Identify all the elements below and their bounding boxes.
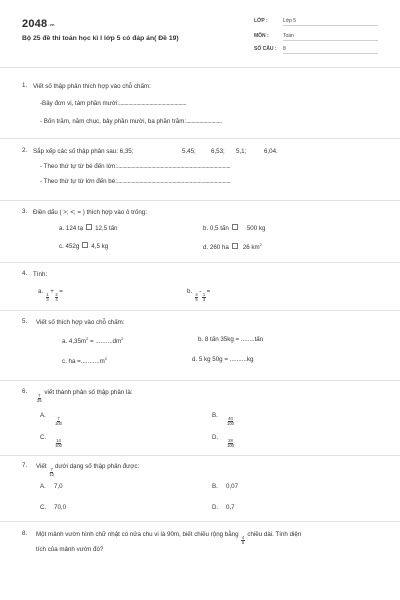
meta-count-value: 8 [283, 46, 378, 54]
question-text: Viết số thích hợp vào chỗ chấm: [36, 319, 125, 326]
convert-item-b [198, 336, 263, 343]
convert-blank[interactable]: b. 8 tấn 35kg = ........tấn [198, 336, 264, 343]
option-value: 7,0 [54, 483, 63, 490]
option-label: A. [40, 412, 46, 419]
question-text-main: viết thành phân số thập phân là: [44, 389, 133, 396]
question-divider [0, 138, 400, 139]
compare-box[interactable] [82, 242, 88, 248]
question-divider [0, 310, 400, 311]
compare-left: a. 124 tạ [59, 225, 84, 232]
numerator: 7 [50, 467, 53, 472]
fraction [46, 293, 49, 302]
question-text [36, 388, 380, 403]
convert-item-d [192, 356, 253, 363]
denominator: 100 [227, 421, 234, 427]
option-label: C. [40, 504, 47, 511]
logo-sub-text: .vn [48, 22, 55, 27]
question-number: 2. [22, 147, 28, 154]
compare-right: 500 kg [246, 225, 266, 232]
number-item: 5,45; [182, 148, 196, 155]
answer-line [40, 178, 230, 185]
document-title: Bộ 25 đề thi toán học kì I lớp 5 có đáp án( Đề 19) [22, 35, 179, 42]
question-divider [0, 521, 400, 522]
question-4 [22, 270, 380, 304]
numerator: 1 [46, 292, 49, 297]
option-a[interactable] [40, 412, 63, 426]
denominator: 4 [55, 297, 58, 303]
fraction [227, 417, 234, 426]
question-2 [22, 147, 380, 192]
question-text-pre: Viết [36, 463, 47, 470]
option-c[interactable] [40, 434, 63, 448]
numerator: 40 [228, 416, 233, 421]
question-text-c: tích của mảnh vườn đó? [36, 546, 104, 554]
compare-right: 4,5 kg [91, 243, 109, 250]
question-3 [22, 208, 380, 256]
option-value: 0,7 [226, 504, 235, 511]
question-text [36, 462, 380, 477]
numerator: 28 [228, 438, 233, 443]
meta-class-label: LỚP : [254, 18, 268, 24]
compare-left: b. 0,5 tấn [203, 225, 229, 232]
question-number: 1. [22, 82, 28, 89]
answer-line [40, 100, 186, 107]
numerator: 14 [56, 438, 61, 443]
answer-prompt: -Bảy đơn vị, tám phần mười: [40, 100, 119, 107]
numerator: 2 [55, 292, 58, 297]
equals-sign: = [206, 288, 211, 295]
answer-blank[interactable]: ................................................... [118, 100, 187, 107]
meta-subject-row [254, 33, 378, 41]
superscript: 2 [121, 336, 124, 341]
question-divider [0, 262, 400, 263]
question-text: Viết số thập phân thích hợp vào chỗ chấm: [33, 83, 151, 90]
denominator: 3 [202, 297, 206, 303]
denominator: 3 [46, 297, 49, 303]
compare-left: d. 260 ha [203, 244, 229, 252]
question-text-b: chiều dài. Tính diện [247, 531, 302, 538]
question-text-a: Một mảnh vườn hình chữ nhật có nửa chu vi là 90m, biết chiều rộng bằng [36, 531, 239, 538]
denominator: 100 [55, 443, 62, 449]
question-text: Điền dấu ( >; <; = ) thích hợp vào ô trống: [33, 209, 147, 216]
question-text [36, 530, 380, 554]
meta-subject-label: MÔN : [254, 33, 269, 39]
question-5 [22, 318, 380, 372]
header-divider [0, 67, 400, 68]
compare-item-d [203, 242, 262, 251]
option-label: A. [40, 483, 46, 490]
convert-blank[interactable]: d. 5 kg 50g = ..........kg [192, 356, 254, 363]
option-value: 70,0 [54, 504, 67, 511]
meta-count-row [254, 46, 378, 54]
superscript: 2 [104, 356, 108, 361]
question-divider [0, 200, 400, 201]
fraction [55, 417, 62, 426]
compare-item-b [203, 224, 265, 232]
compare-item-a [59, 224, 117, 232]
option-d[interactable] [212, 434, 235, 448]
option-label: C. [40, 434, 47, 441]
option-value: 0,07 [226, 483, 239, 490]
meta-class-row [254, 18, 378, 26]
question-6 [22, 388, 380, 450]
convert-text: a. 4,35m [62, 338, 87, 346]
compare-box[interactable] [232, 243, 238, 249]
option-b[interactable] [212, 483, 238, 490]
answer-line [40, 118, 222, 125]
operator: - [199, 288, 202, 295]
option-d[interactable] [212, 504, 235, 511]
meta-subject-value: Toán [283, 33, 378, 41]
answer-prompt: - Bốn trăm, năm chục, bảy phần mười, ba phần trăm: [40, 118, 187, 125]
option-b[interactable] [212, 412, 235, 426]
equals-sign: = [59, 288, 63, 295]
fraction [55, 439, 62, 448]
fraction [227, 439, 234, 448]
answer-blank[interactable]: ...................................................................................... [116, 163, 231, 170]
compare-box[interactable] [232, 224, 238, 230]
question-text: Tính: [33, 271, 48, 278]
question-text [33, 147, 380, 156]
numerator: 1 [202, 292, 206, 297]
question-number: 4. [22, 270, 28, 277]
option-label: D. [212, 504, 219, 511]
denominator: 5 [241, 540, 245, 546]
convert-item-a [62, 336, 123, 345]
answer-prompt: - Theo thứ tự từ lớn đến bé: [40, 178, 117, 185]
answer-blank[interactable]: ...................................................................................... [116, 178, 231, 185]
fraction [195, 293, 198, 302]
fraction [55, 293, 58, 302]
fraction [202, 293, 205, 302]
compare-left: c. 452g [59, 243, 80, 250]
operator: + [50, 288, 54, 295]
item-label: a. [38, 288, 44, 295]
question-text-main: Sắp xếp các số thập phân sau: 6,35; [33, 148, 134, 155]
question-1 [22, 82, 380, 127]
number-item: 6,53; [211, 148, 225, 155]
numerator: 7 [57, 416, 60, 421]
question-number: 8. [22, 530, 28, 537]
question-divider [0, 455, 400, 456]
compare-item-c [59, 242, 108, 250]
convert-blank[interactable]: = ..........dm [88, 338, 122, 346]
compare-right: 12,5 tấn [95, 225, 118, 232]
option-label: D. [212, 434, 219, 441]
option-c[interactable] [40, 504, 66, 511]
number-item: 6,04. [264, 148, 278, 155]
denominator: 100 [227, 443, 234, 449]
logo-main-text: 2048 [22, 18, 48, 30]
answer-blank[interactable]: ........................... [186, 118, 222, 125]
calc-item-a [38, 288, 63, 302]
compare-box[interactable] [86, 224, 92, 230]
answer-line [40, 163, 230, 170]
site-logo[interactable] [22, 18, 55, 30]
question-divider [0, 380, 400, 381]
calc-item-b [187, 288, 210, 302]
question-8 [22, 530, 380, 558]
compare-right: 26 km [242, 244, 260, 252]
superscript: 2 [259, 242, 262, 247]
fraction [49, 468, 54, 477]
numerator: 7 [38, 393, 41, 398]
superscript: 2 [86, 336, 89, 341]
question-number: 6. [22, 388, 28, 395]
option-a[interactable] [40, 483, 63, 490]
fraction [37, 394, 42, 403]
denominator: 10 [49, 472, 54, 478]
question-7 [22, 462, 380, 518]
convert-blank[interactable]: c. ha =...........m [62, 358, 105, 366]
numerator: 4 [241, 535, 245, 540]
question-number: 3. [22, 208, 28, 215]
question-number: 7. [22, 462, 28, 469]
denominator: 5 [195, 297, 198, 303]
denominator: 25 [37, 398, 42, 404]
answer-prompt: - Theo thứ tự từ bé đến lớn: [40, 163, 117, 170]
question-text-main: dưới dạng số thập phân được: [54, 463, 140, 470]
convert-item-c [62, 356, 107, 365]
meta-class-value: Lớp 5 [283, 18, 378, 26]
denominator: 100 [55, 421, 62, 427]
option-label: B. [212, 483, 218, 490]
numerator: 4 [195, 292, 198, 297]
item-label: b. [187, 288, 193, 295]
fraction [241, 536, 244, 545]
option-label: B. [212, 412, 218, 419]
number-item: 5,1; [236, 148, 247, 155]
question-number: 5. [22, 318, 28, 325]
meta-count-label: SỐ CÂU : [254, 46, 277, 52]
